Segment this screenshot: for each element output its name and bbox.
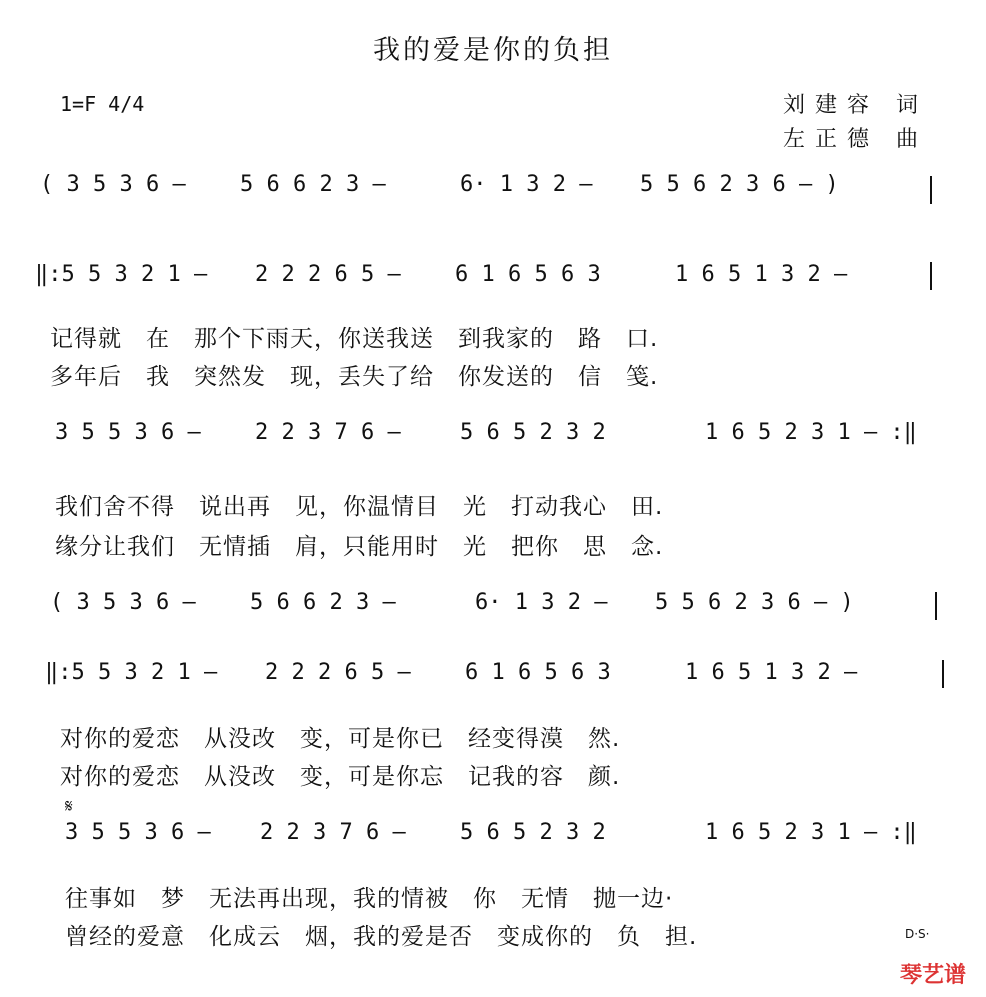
lyricist-credit: 刘建容 词: [783, 93, 928, 118]
lyric-line: 曾经的爱意 化成云 烟，我的爱是否 变成你的 负 担.: [65, 924, 698, 950]
composer-credit: 左正德 曲: [783, 127, 928, 152]
notation-row: [40, 172, 940, 232]
site-logo: 琴艺谱: [899, 963, 966, 988]
ds-mark: D·S·: [905, 927, 930, 941]
measure: 2 2 3 7 6 –: [255, 420, 401, 445]
barline: [935, 592, 937, 620]
segno-sign: 𝄋: [65, 796, 73, 817]
lyric-line: 记得就 在 那个下雨天，你送我送 到我家的 路 口.: [50, 326, 659, 352]
measure: 5 6 5 2 3 2: [460, 820, 606, 845]
lyric-line: 对你的爱恋 从没改 变，可是你忘 记我的容 颜.: [60, 764, 621, 790]
notation-row: [65, 820, 965, 880]
notation-row: [45, 660, 945, 720]
lyric-line: 缘分让我们 无情插 肩，只能用时 光 把你 思 念.: [55, 534, 664, 560]
measure: ( 3 5 3 6 –: [50, 590, 196, 615]
measure: 3 5 5 3 6 –: [65, 820, 211, 845]
measure: 5 5 6 2 3 6 – ): [640, 172, 839, 197]
lyric-line: 往事如 梦 无法再出现，我的情被 你 无情 抛一边·: [65, 886, 674, 912]
measure: 6· 1 3 2 –: [475, 590, 608, 615]
barline: [930, 176, 932, 204]
notation-row: [35, 262, 935, 322]
page-title: 我的爱是你的负担: [373, 35, 613, 66]
measure: 5 6 5 2 3 2: [460, 420, 606, 445]
measure: 6 1 6 5 6 3: [455, 262, 601, 287]
lyric-line: 对你的爱恋 从没改 变，可是你已 经变得漠 然.: [60, 726, 621, 752]
barline: [930, 262, 932, 290]
measure: 2 2 3 7 6 –: [260, 820, 406, 845]
measure: 2 2 2 6 5 –: [255, 262, 401, 287]
measure: 5 6 6 2 3 –: [250, 590, 396, 615]
measure: 6 1 6 5 6 3: [465, 660, 611, 685]
measure: 2 2 2 6 5 –: [265, 660, 411, 685]
measure: 1 6 5 1 3 2 –: [675, 262, 848, 287]
measure: 6· 1 3 2 –: [460, 172, 593, 197]
measure: 5 6 6 2 3 –: [240, 172, 386, 197]
key-signature: 1=F 4/4: [60, 92, 145, 116]
measure: 1 6 5 2 3 1 – :‖: [705, 420, 917, 445]
measure: 1 6 5 2 3 1 – :‖: [705, 820, 917, 845]
notation-row: [50, 590, 950, 650]
measure: ‖:5 5 3 2 1 –: [45, 660, 218, 685]
lyric-line: 我们舍不得 说出再 见，你温情目 光 打动我心 田.: [55, 494, 664, 520]
measure: 1 6 5 1 3 2 –: [685, 660, 858, 685]
measure: 3 5 5 3 6 –: [55, 420, 201, 445]
measure: ‖:5 5 3 2 1 –: [35, 262, 208, 287]
notation-row: [55, 420, 955, 480]
barline: [942, 660, 944, 688]
measure: ( 3 5 3 6 –: [40, 172, 186, 197]
measure: 5 5 6 2 3 6 – ): [655, 590, 854, 615]
lyric-line: 多年后 我 突然发 现，丢失了给 你发送的 信 笺.: [50, 364, 659, 390]
